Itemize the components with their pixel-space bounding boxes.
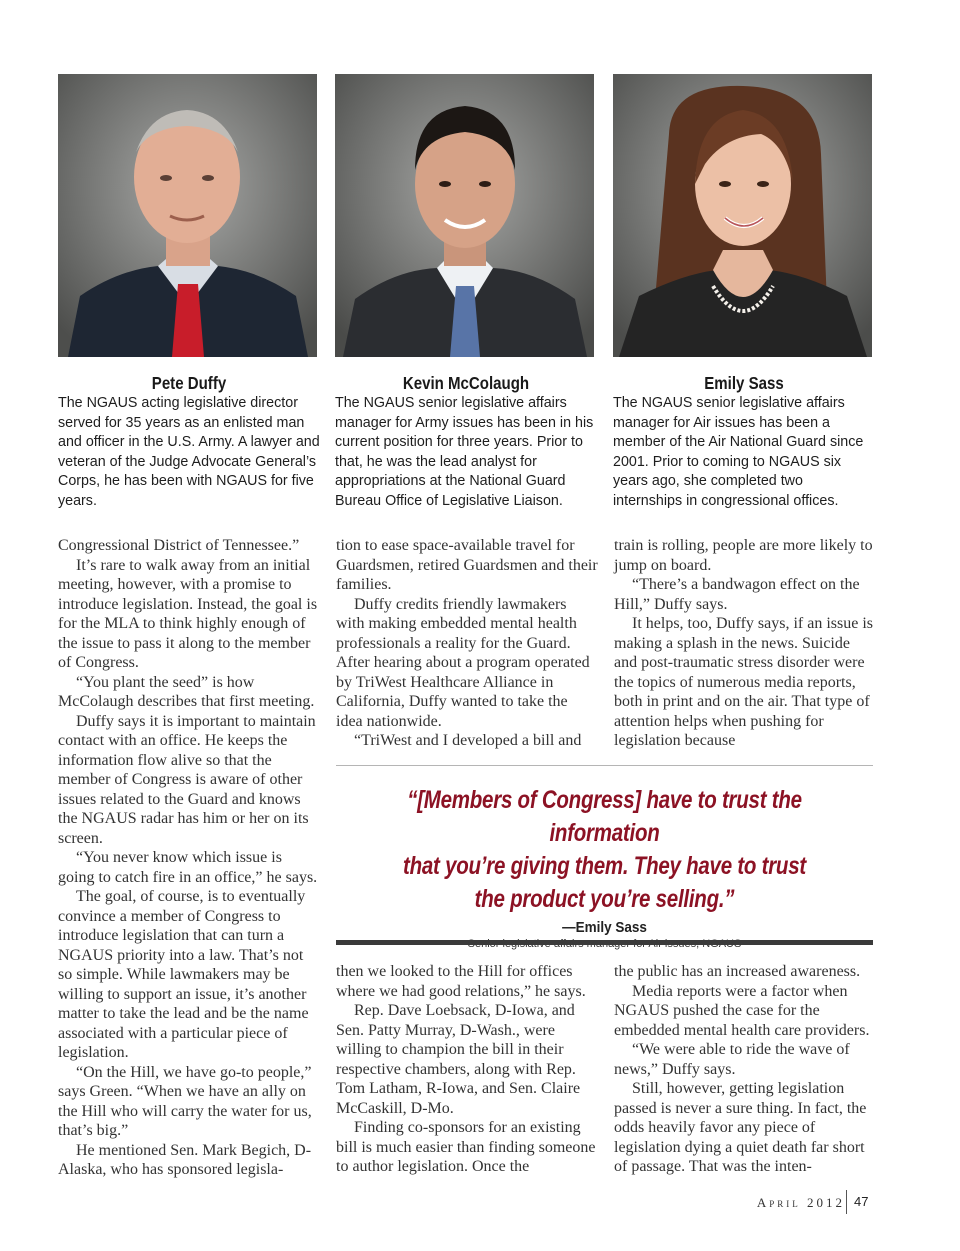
paragraph: Still, however, getting legislation passed is never a sure thing. In fact, the odds heavily favor any piece of legislation dying a quiet death far short of passage. That was the inten-	[614, 1080, 867, 1175]
bio-pete-duffy	[58, 372, 320, 511]
paragraph: Rep. Dave Loebsack, D-Iowa, and Sen. Patty Murray, D-Wash., were willing to champion the bill in their respective chambers, along with Rep. Tom Latham, R-Iowa, and Sen. Claire McCaskill, D-Mo.	[336, 1002, 581, 1117]
paragraph: “We were able to ride the wave of news,” Duffy says.	[614, 1041, 850, 1078]
paragraph: “TriWest and I developed a bill and	[354, 732, 582, 749]
bio-name: Emily Sass	[704, 373, 784, 393]
paragraph: It helps, too, Duffy says, if an issue is making a splash in the news. Suicide and post-traumatic stress disorder were the topics of numerous media reports, both in print and on the air. That type of attention helps when pushing for legislation because	[614, 615, 874, 749]
pullquote-author: —Emily Sass	[562, 919, 647, 936]
article-column-1	[58, 536, 320, 1180]
pete-duffy-photo	[58, 74, 317, 357]
paragraph: Duffy says it is important to maintain contact with an office. He keeps the information flow alive so that the member of Congress is aware of other issues related to the Guard and knows the NGAUS radar has him or her on its screen.	[58, 712, 316, 847]
page-footer	[700, 1190, 900, 1216]
page-number: 47	[854, 1194, 869, 1209]
article-column-2	[336, 536, 598, 751]
bio-kevin-mccolaugh	[335, 372, 597, 511]
paragraph: then we looked to the Hill for offices where we had good relations,” he says.	[336, 963, 586, 1000]
article-column-5	[614, 962, 876, 1177]
paragraph: Finding co-sponsors for an existing bill is much easier than finding someone to author legislation. Once the	[336, 1119, 596, 1175]
bio-emily-sass	[613, 372, 875, 511]
pullquote-line-2: that you’re giving them. They have to trust	[403, 852, 806, 880]
paragraph: “On the Hill, we have go-to people,” says Green. “When we have an ally on the Hill who will carry the water for us, that’s big.”	[58, 1063, 312, 1139]
paragraph: It’s rare to walk away from an initial meeting, however, with a promise to introduce legislation. Instead, the goal is for the MLA to think highly enough of the issue to pass it along to the member of Congress.	[58, 556, 318, 671]
bio-text: The NGAUS acting legislative director served for 35 years as an enlisted man and officer in the U.S. Army. A lawyer and veteran of the Judge Advocate General’s Corps, he has been with NGAUS for five years.	[58, 395, 320, 509]
paragraph: train is rolling, people are more likely to jump on board.	[614, 537, 873, 574]
paragraph: the public has an increased awareness.	[614, 963, 861, 980]
pullquote	[336, 784, 873, 950]
issue-date: April 2012	[756, 1195, 845, 1210]
bio-text: The NGAUS senior legislative affairs manager for Army issues has been in his current position for three years. Prior to that, he was the lead analyst for appropriations at the National Guard Bureau Office of Legislative Liaison.	[335, 395, 594, 509]
emily-sass-photo	[613, 74, 872, 357]
bio-name: Kevin McColaugh	[402, 373, 530, 393]
pullquote-line-3: the product you’re selling.”	[474, 885, 735, 913]
pullquote-line-1: “[Members of Congress] have to trust the information	[407, 786, 802, 847]
paragraph: Congressional District of Tennessee.”	[58, 537, 300, 554]
article-column-4	[336, 962, 598, 1177]
pullquote-top-rule	[336, 765, 873, 766]
bio-text: The NGAUS senior legislative affairs manager for Air issues has been a member of the Air National Guard since 2001. Prior to coming to NGAUS six years ago, she completed two internships in congressional offices.	[613, 395, 864, 509]
paragraph: Duffy credits friendly lawmakers with making embedded mental health professionals a reality for the Guard. After hearing about a program operated by TriWest Healthcare Alliance in California, Duffy wanted to take the idea nationwide.	[336, 595, 590, 730]
paragraph: tion to ease space-available travel for Guardsmen, retired Guardsmen and their families.	[336, 537, 598, 593]
paragraph: He mentioned Sen. Mark Begich, D-Alaska, who has sponsored legisla-	[58, 1141, 312, 1178]
paragraph: The goal, of course, is to eventually convince a member of Congress to introduce legislation that can turn a NGAUS priority into a law. That’s not so simple. While lawmakers may be willing to support an issue, it’s another matter to take the lead and be the name associated with a particular piece of legislation.	[58, 888, 309, 1061]
paragraph: “You never know which issue is going to catch fire in an office,” he says.	[58, 849, 318, 886]
footer-divider	[846, 1190, 847, 1214]
paragraph: Media reports were a factor when NGAUS pushed the case for the embedded mental health care providers.	[614, 982, 870, 1039]
article-column-3	[614, 536, 876, 751]
kevin-mccolaugh-photo	[335, 74, 594, 357]
paragraph: “There’s a bandwagon effect on the Hill,” Duffy says.	[614, 576, 860, 613]
pullquote-bottom-rule	[336, 940, 873, 945]
paragraph: “You plant the seed” is how McColaugh describes that first meeting.	[58, 673, 315, 710]
bio-name: Pete Duffy	[151, 373, 227, 393]
